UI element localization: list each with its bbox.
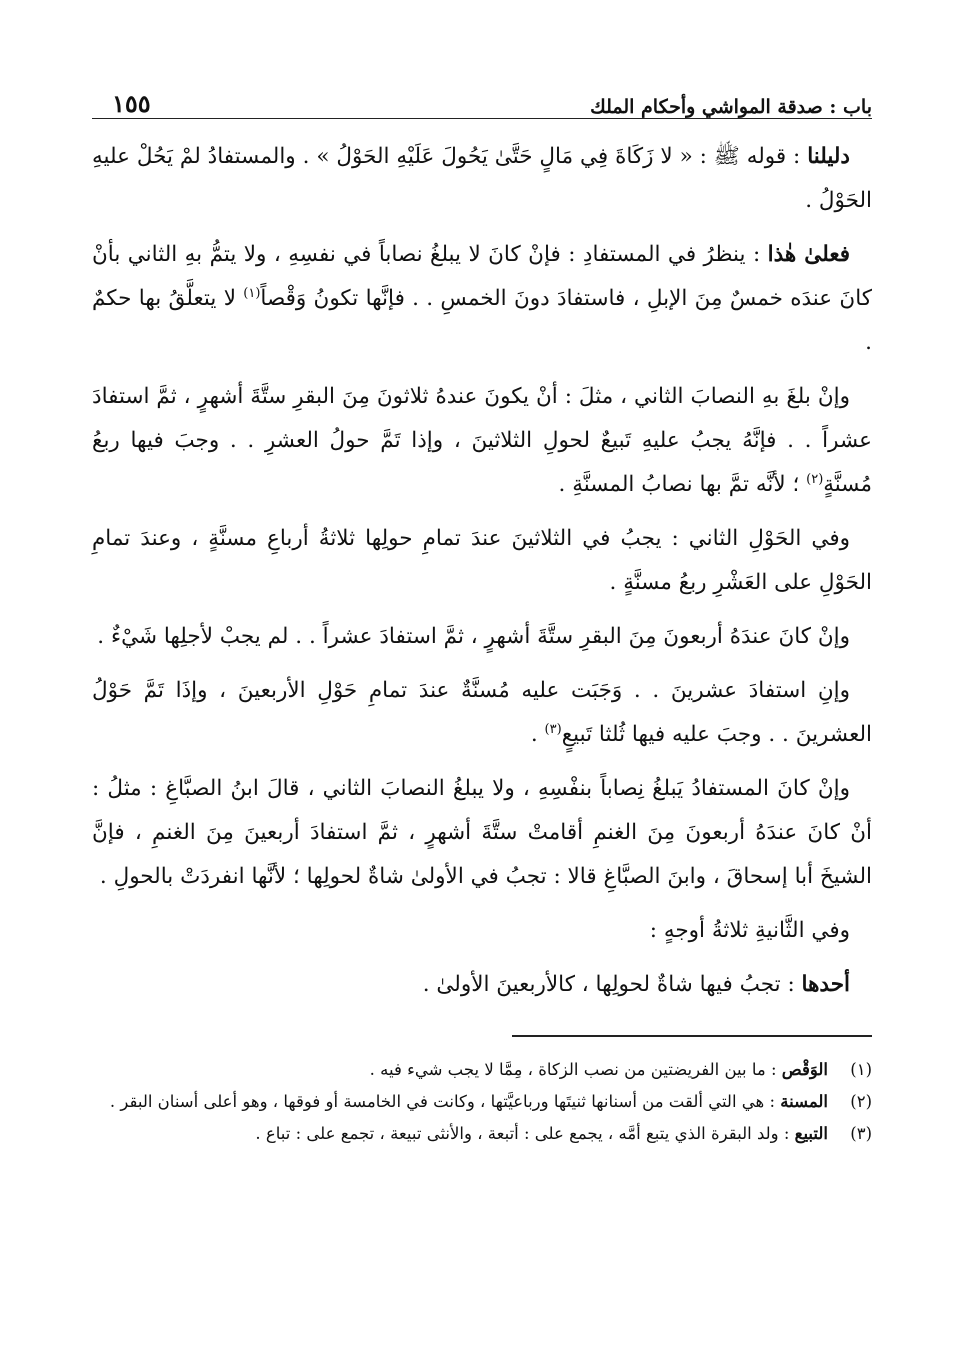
paragraph: [92, 233, 872, 365]
footnotes: [92, 1055, 872, 1148]
paragraph-tail: ؛ لأنَّه تمَّ بها نصابُ المسنَّةِ .: [558, 472, 807, 497]
paragraph: [92, 615, 872, 659]
book-page: [92, 78, 872, 1151]
keyword: فعلىٰ هٰذا: [767, 242, 850, 267]
paragraph-text: وفي الثَّانيةِ ثلاثةُ أوجهٍ :: [649, 918, 850, 943]
footnote-ref[interactable]: (٣): [544, 721, 562, 737]
footnote-term: التبيع: [794, 1124, 828, 1143]
footnote-ref[interactable]: (١): [243, 285, 261, 301]
footnote: [92, 1055, 872, 1084]
paragraph-text: : تجبُ فيها شاةٌ لحولِها ، كالأربعينَ الأولىٰ .: [422, 972, 802, 997]
footnote-body: : ولد البقرة الذي يتبع أمَّه ، يجمع على : أتبعة ، والأنثى تبيعة ، تجمع على : تباع .: [255, 1124, 795, 1143]
paragraph-text: وإنِ استفادَ عشرينَ . . وَجَبَت عليه مُسنَّةٌ عندَ تمامِ حَوْلِ الأربعينَ ، وإذَا تَمَّ حَوْلُ العشرينَ . . وجبَ عليه فيها ثُلثا تَبيعٍ: [92, 678, 872, 747]
main-text: [92, 135, 872, 1007]
footnote-text: [92, 1087, 828, 1116]
paragraph: [92, 135, 872, 223]
keyword: دليلنا: [807, 144, 850, 169]
footnote-separator: [512, 1035, 872, 1037]
footnote-ref[interactable]: (٢): [806, 471, 824, 487]
keyword: أحدها: [801, 972, 850, 997]
footnote: [92, 1087, 872, 1116]
footnote-term: المسنة: [780, 1092, 828, 1111]
footnote-number: (٢): [850, 1092, 872, 1111]
page-number: ١٥٥: [112, 89, 151, 118]
footnote-number: (٣): [850, 1124, 872, 1143]
footnote-number: (١): [850, 1060, 872, 1079]
footnote: [92, 1119, 872, 1148]
paragraph-text: وإنْ كانَ المستفادُ يَبلغُ نِصاباً بنفْسِهِ ، ولا يبلغُ النصابَ الثاني ، قالَ ابنُ الصبَّاغِ : مثلُ : أنْ كانَ عندَهُ أربعونَ مِنَ الغنمِ أقامتْ ستَّةَ أشهرٍ ، ثمَّ استفادَ أربعينَ مِنَ الغنمِ ، فإنَّ الشيخَ أبا إسحاقَ ، وابنَ الصبَّاغِ قالا : تجبُ في الأولىٰ شاةٌ لحولِها ؛ لأنَّها انفردَتْ بالحولِ .: [92, 776, 872, 889]
footnote-body: : هي التي ألقت من أسنانها ثنيتَها ورباعيَّتها ، وكانت في الخامسة أو فوقها ، وهو أعلى أسنان البقر .: [109, 1092, 781, 1111]
paragraph: [92, 669, 872, 757]
footnote-text: [92, 1119, 828, 1148]
paragraph-text: : قوله ﷺ : « لا زَكَاةَ فِي مَالٍ حَتَّىٰ يَحُولَ عَلَيْهِ الحَوْلُ » . والمستفادُ لمْ يَحُلْ عليهِ الحَوْلُ .: [92, 144, 872, 213]
paragraph-tail: .: [530, 722, 545, 747]
running-title: باب : صدقة المواشي وأحكام الملك: [590, 96, 872, 118]
paragraph-text: وإنْ بلغَ بهِ النصابَ الثاني ، مثلَ : أنْ يكونَ عندهُ ثلاثونَ مِنَ البقرِ ستَّةَ أشهرٍ ، ثمَّ استفادَ عشراً . . فإنَّهُ يجبُ عليهِ تَبيعٌ لحولِ الثلاثينَ ، وإذا تَمَّ حولُ العشرِ . . وجبَ فيها ربعُ مُسنَّةٍ: [92, 384, 872, 497]
paragraph: [92, 767, 872, 899]
paragraph: [92, 375, 872, 507]
paragraph-text: وإنْ كانَ عندَهُ أربعونَ مِنَ البقرِ ستَّةَ أشهرٍ ، ثمَّ استفادَ عشراً . . لم يجبْ لأجلِها شَيْءٌ .: [97, 624, 850, 649]
paragraph: [92, 909, 872, 953]
page-header: [92, 78, 872, 119]
paragraph-text: : ينظرُ في المستفادِ : فإنْ كانَ لا يبلغُ نصاباً في نفسِهِ ، ولا يتمُّ بهِ الثاني بأنْ كانَ عندَه خمسٌ مِنَ الإبلِ ، فاستفادَ دونَ الخمسِ . . فإنَّها تكونُ وَقْصاً: [92, 242, 872, 311]
paragraph-tail: لا يتعلَّقُ بها حكمٌ .: [92, 286, 872, 355]
paragraph: [92, 517, 872, 605]
footnote-text: [92, 1055, 828, 1084]
footnote-term: الوَقْص: [781, 1060, 828, 1079]
footnote-body: : ما بين الفريضتين من نصب الزكاة ، مِمَّا لا يجب شيء فيه .: [369, 1060, 782, 1079]
paragraph-text: وفي الحَوْلِ الثاني : يجبُ في الثلاثينَ عندَ تمامِ حولِها ثلاثةُ أرباعِ مسنَّةٍ ، وعندَ تمامِ الحَوْلِ على العَشْرِ ربعُ مسنَّةٍ .: [92, 526, 872, 595]
paragraph: [92, 963, 872, 1007]
